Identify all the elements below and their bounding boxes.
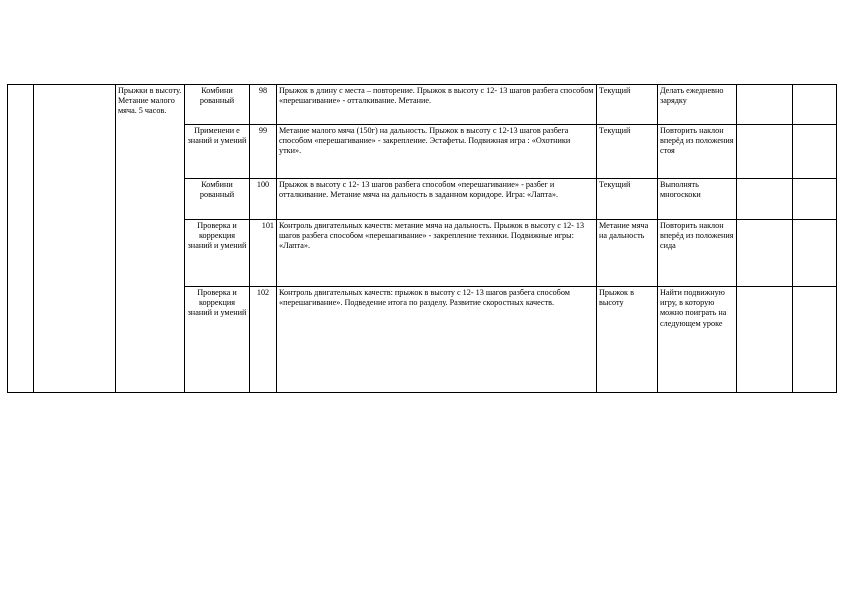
blank-cell-4 xyxy=(793,85,837,125)
lesson-homework: Найти подвижную игру, в которую можно поиграть на следующем уроке xyxy=(658,287,737,393)
lesson-content: Контроль двигательных качеств: метание мяча на дальность. Прыжок в высоту с 12- 13 шагов разбега способом «перешагивание» - закрепление техники. Подвижные игры: «Лапта». xyxy=(277,220,597,287)
lesson-plan-table xyxy=(7,84,837,393)
lesson-homework: Выполнять многоскоки xyxy=(658,179,737,220)
lesson-control: Текущий xyxy=(597,179,658,220)
lesson-control: Прыжок в высоту xyxy=(597,287,658,393)
blank-cell-1 xyxy=(8,85,34,393)
lesson-homework: Повторить наклон вперёд из положения сида xyxy=(658,220,737,287)
blank-cell-4 xyxy=(793,179,837,220)
lesson-type: Применени е знаний и умений xyxy=(185,125,250,179)
lesson-type: Комбини рованный xyxy=(185,179,250,220)
lesson-content: Контроль двигательных качеств: прыжок в высоту с 12- 13 шагов разбега способом «перешагивание». Подведение итога по разделу. Развитие скоростных качеств. xyxy=(277,287,597,393)
lesson-row-98 xyxy=(8,85,837,125)
lesson-content: Прыжок в высоту с 12- 13 шагов разбега способом «перешагивание» - разбег и отталкивание. Метание мяча на дальность в заданном коридоре. Игра: «Лапта». xyxy=(277,179,597,220)
lesson-content: Метание малого мяча (150г) на дальность. Прыжок в высоту с 12-13 шагов разбега способом «перешагивание» - закрепление. Эстафеты. Подвижная игра : «Охотники утки». xyxy=(277,125,597,179)
lesson-homework: Повторить наклон вперёд из положения стоя xyxy=(658,125,737,179)
lesson-control: Метание мяча на дальность xyxy=(597,220,658,287)
lesson-type: Проверка и коррекция знаний и умений xyxy=(185,220,250,287)
lesson-number: 99 xyxy=(250,125,277,179)
blank-cell-2 xyxy=(34,85,116,393)
lesson-control: Текущий xyxy=(597,85,658,125)
lesson-number: 102 xyxy=(250,287,277,393)
lesson-number: 98 xyxy=(250,85,277,125)
lesson-number: 101 xyxy=(250,220,277,287)
blank-cell-4 xyxy=(793,125,837,179)
lesson-number: 100 xyxy=(250,179,277,220)
blank-cell-4 xyxy=(793,287,837,393)
blank-cell-3 xyxy=(737,287,793,393)
lesson-homework: Делать ежедневно зарядку xyxy=(658,85,737,125)
blank-cell-4 xyxy=(793,220,837,287)
blank-cell-3 xyxy=(737,220,793,287)
lesson-type: Проверка и коррекция знаний и умений xyxy=(185,287,250,393)
lesson-type: Комбини рованный xyxy=(185,85,250,125)
lesson-content: Прыжок в длину с места – повторение. Прыжок в высоту с 12- 13 шагов разбега способом «перешагивание» - отталкивание. Метание. xyxy=(277,85,597,125)
section-title: Прыжки в высоту. Метание малого мяча. 5 часов. xyxy=(116,85,185,393)
blank-cell-3 xyxy=(737,179,793,220)
lesson-control: Текущий xyxy=(597,125,658,179)
blank-cell-3 xyxy=(737,85,793,125)
blank-cell-3 xyxy=(737,125,793,179)
